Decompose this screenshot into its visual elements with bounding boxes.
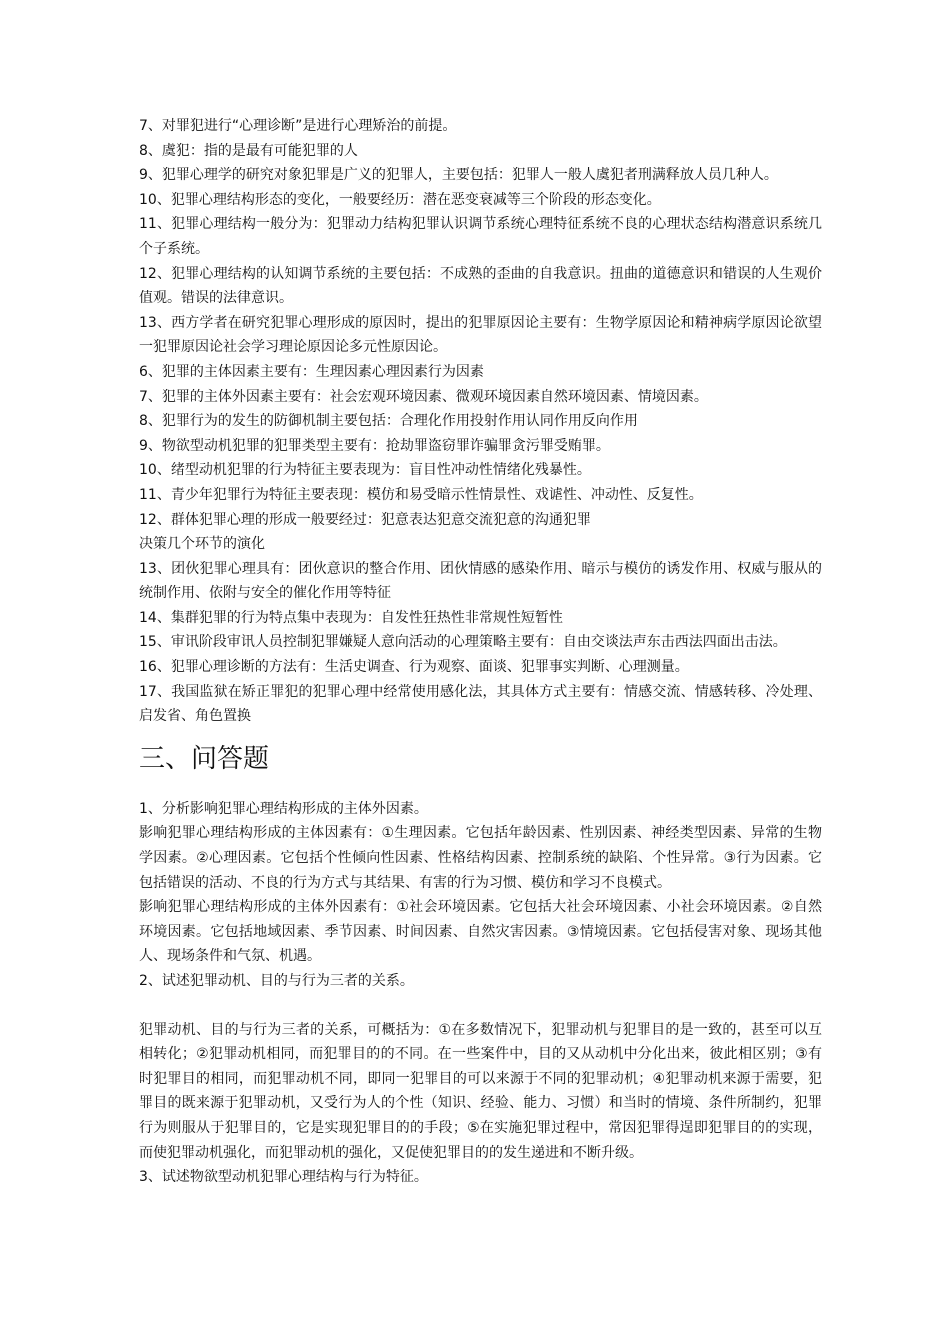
list-item: 13、西方学者在研究犯罪心理形成的原因时，提出的犯罪原因论主要有：生物学原因论和精神病学原因论欲望一犯罪原因论社会学习理论原因论多元性原因论。 [139,314,822,356]
list-item: 7、对罪犯进行“心理诊断”是进行心理矫治的前提。 [139,118,457,134]
list-item: 10、犯罪心理结构形态的变化，一般要经历：潜在恶变衰减等三个阶段的形态变化。 [139,191,661,208]
list-item: 9、物欲型动机犯罪的犯罪类型主要有：抢劫罪盗窃罪诈骗罪贪污罪受贿罪。 [139,437,610,454]
list-item: 16、犯罪心理诊断的方法有：生活史调查、行为观察、面谈、犯罪事实判断、心理测量。 [139,659,689,676]
list-item: 9、犯罪心理学的研究对象犯罪是广义的犯罪人，主要包括：犯罪人一般人虞犯者刑满释放人员几种人。 [139,167,778,184]
list-item: 6、犯罪的主体因素主要有：生理因素心理因素行为因素 [139,363,484,380]
list-item: 10、绪型动机犯罪的行为特征主要表现为：盲目性冲动性情绪化残暴性。 [139,462,591,479]
question-1: 1、分析影响犯罪心理结构形成的主体外因素。 [139,800,428,817]
answer-2: 犯罪动机、目的与行为三者的关系，可概括为：①在多数情况下，犯罪动机与犯罪目的是一致的，甚至可以互相转化；②犯罪动机相同，而犯罪目的的不同。在一些案件中，目的又从动机中分化出来，彼此相区别；③有时犯罪目的相同，而犯罪动机不同，即同一犯罪目的可以来源于不同的犯罪动机；④犯罪动机来源于需要，犯罪目的既来源于犯罪动机，又受行为人的个性（知识、经验、能力、习惯）和当时的情境、条件所制约，犯罪行为则服从于犯罪目的，它是实现犯罪目的的手段；⑤在实施犯罪过程中，常因犯罪得逞即犯罪目的的实现，而使犯罪动机强化，而犯罪动机的强化，又促使犯罪目的的发生递进和不断升级。 [139,1021,822,1161]
spacer [139,994,822,1018]
list-item: 8、虞犯：指的是最有可能犯罪的人 [139,142,358,159]
list-item: 8、犯罪行为的发生的防御机制主要包括：合理化作用投射作用认同作用反向作用 [139,413,638,430]
list-item: 13、团伙犯罪心理具有：团伙意识的整合作用、团伙情感的感染作用、暗示与模仿的诱发作用、权威与服从的统制作用、依附与安全的催化作用等特征 [139,560,822,602]
fill-in-answers-list [139,114,822,729]
list-item: 7、犯罪的主体外因素主要有：社会宏观环境因素、微观环境因素自然环境因素、情境因素。 [139,388,708,405]
list-item: 14、集群犯罪的行为特点集中表现为：自发性狂热性非常规性短暂性 [139,609,563,626]
list-item: 决策几个环节的演化 [139,536,265,553]
list-item: 11、犯罪心理结构一般分为：犯罪动力结构犯罪认识调节系统心理特征系统不良的心理状态结构潜意识系统几个子系统。 [139,216,822,257]
qa-section [139,797,822,1190]
list-item: 15、审讯阶段审讯人员控制犯罪嫌疑人意向活动的心理策略主要有：自由交谈法声东击西法四面出击法。 [139,634,787,651]
answer-1-external-factors: 影响犯罪心理结构形成的主体外因素有：①社会环境因素。它包括大社会环境因素、小社会环境因素。②自然环境因素。它包括地域因素、季节因素、时间因素、自然灾害因素。③情境因素。它包括侵害对象、现场其他人、现场条件和气氛、机遇。 [139,899,822,965]
list-item: 12、犯罪心理结构的认知调节系统的主要包括：不成熟的歪曲的自我意识。扭曲的道德意识和错误的人生观价值观。错误的法律意识。 [139,265,822,307]
list-item: 11、青少年犯罪行为特征主要表现：模仿和易受暗示性情景性、戏谑性、冲动性、反复性。 [139,486,703,503]
question-2: 2、试述犯罪动机、目的与行为三者的关系。 [139,973,414,989]
list-item: 17、我国监狱在矫正罪犯的犯罪心理中经常使用感化法，其具体方式主要有：情感交流、情感转移、冷处理、启发省、角色置换 [139,683,822,725]
answer-1-internal-factors: 影响犯罪心理结构形成的主体因素有：①生理因素。它包括年龄因素、性别因素、神经类型因素、异常的生物学因素。②心理因素。它包括个性倾向性因素、性格结构因素、控制系统的缺陷、个性异常。③行为因素。它包括错误的活动、不良的行为方式与其结果、有害的行为习惯、模仿和学习不良模式。 [139,825,822,891]
list-item: 12、群体犯罪心理的形成一般要经过：犯意表达犯意交流犯意的沟通犯罪 [139,511,591,528]
section-heading: 三、问答题 [139,743,270,774]
question-3: 3、试述物欲型动机犯罪心理结构与行为特征。 [139,1169,428,1186]
